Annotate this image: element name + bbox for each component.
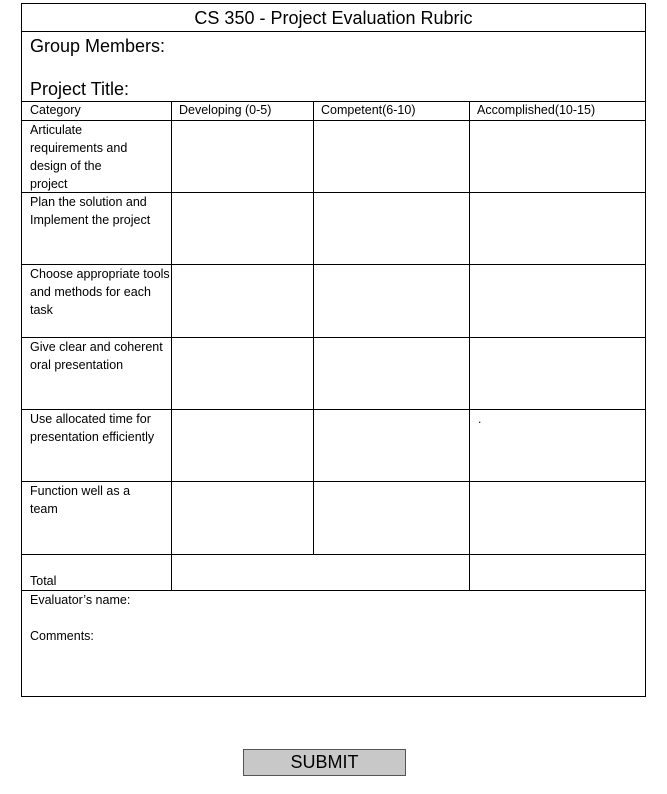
- table-top-line: [22, 101, 645, 102]
- project-title-label: Project Title:: [30, 79, 130, 99]
- title-divider: [22, 31, 645, 32]
- comments-label: Comments:: [30, 629, 94, 643]
- category-team: Function well as a team: [30, 484, 131, 516]
- header-competent: Competent(6-10): [321, 103, 416, 117]
- category-articulate: Articulate requirements and design of the project: [30, 123, 128, 191]
- category-plan: Plan the solution and Implement the project: [30, 195, 151, 227]
- total-label: Total: [30, 574, 57, 588]
- header-developing: Developing (0-5): [179, 103, 272, 117]
- form-title: CS 350 - Project Evaluation Rubric: [194, 8, 473, 28]
- col-divider-1: [171, 101, 172, 590]
- category-presentation: Give clear and coherent oral presentation: [30, 340, 163, 372]
- total-bottom-line: [22, 590, 645, 591]
- evaluation-form: [21, 3, 646, 697]
- evaluator-name-label: Evaluator’s name:: [30, 593, 131, 607]
- submit-button[interactable]: SUBMIT: [243, 749, 406, 776]
- category-time: Use allocated time for presentation efficiently: [30, 412, 155, 444]
- col-divider-2: [313, 101, 314, 554]
- category-tools: Choose appropriate tools and methods for each task: [30, 267, 170, 317]
- accomplished-row5-mark: .: [478, 412, 482, 426]
- header-accomplished: Accomplished(10-15): [477, 103, 596, 117]
- header-category: Category: [30, 103, 81, 117]
- col-divider-3: [469, 101, 470, 590]
- row-divider-6: [22, 554, 645, 555]
- group-members-label: Group Members:: [30, 36, 166, 56]
